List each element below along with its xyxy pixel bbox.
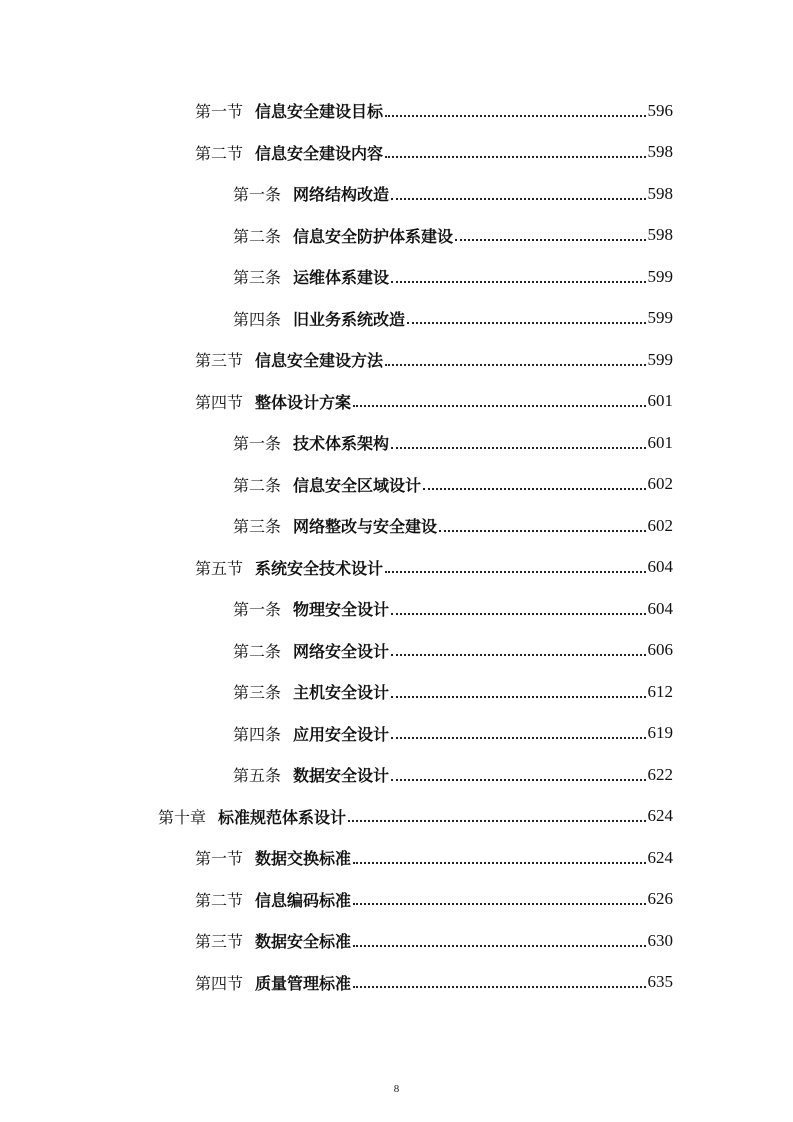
entry-label: 第二节 — [195, 143, 244, 163]
entry-title: 主机安全设计 — [293, 683, 390, 703]
entry-label: 第一节 — [195, 849, 244, 869]
toc-entry[interactable] — [0, 505, 793, 547]
dot-leader — [353, 405, 645, 407]
entry-title: 信息安全建设方法 — [255, 351, 384, 371]
toc-entry[interactable] — [0, 90, 793, 132]
toc-entry[interactable] — [0, 713, 793, 755]
entry-page-number: 602 — [647, 474, 673, 494]
toc-entry[interactable] — [0, 381, 793, 423]
toc-entry[interactable] — [0, 547, 793, 589]
entry-page-number: 601 — [647, 432, 673, 452]
entry-label: 第二条 — [233, 641, 282, 661]
dot-leader — [385, 115, 645, 117]
entry-label: 第四条 — [233, 309, 282, 329]
entry-title: 网络安全设计 — [293, 641, 390, 661]
entry-label: 第四节 — [195, 973, 244, 993]
toc-entry[interactable] — [0, 215, 793, 257]
dot-leader — [353, 986, 645, 988]
dot-leader — [348, 820, 645, 822]
entry-title: 数据交换标准 — [255, 849, 352, 869]
toc-entry[interactable] — [0, 256, 793, 298]
entry-title: 质量管理标准 — [255, 973, 352, 993]
entry-page-number: 622 — [647, 764, 673, 784]
entry-page-number: 604 — [647, 557, 673, 577]
dot-leader — [385, 156, 645, 158]
dot-leader — [353, 945, 645, 947]
entry-title: 信息安全区域设计 — [293, 475, 422, 495]
toc-entry[interactable] — [0, 339, 793, 381]
dot-leader — [391, 654, 645, 656]
entry-page-number: 626 — [647, 889, 673, 909]
entry-page-number: 598 — [647, 183, 673, 203]
dot-leader — [391, 198, 645, 200]
entry-label: 第三节 — [195, 932, 244, 952]
entry-label: 第二条 — [233, 475, 282, 495]
entry-title: 应用安全设计 — [293, 724, 390, 744]
entry-page-number: 612 — [647, 681, 673, 701]
toc-entry[interactable] — [0, 422, 793, 464]
toc-entry[interactable] — [0, 132, 793, 174]
toc-entry[interactable] — [0, 173, 793, 215]
entry-label: 第四条 — [233, 724, 282, 744]
dot-leader — [423, 488, 645, 490]
toc-entry[interactable] — [0, 837, 793, 879]
toc-entry[interactable] — [0, 588, 793, 630]
toc-entry[interactable] — [0, 754, 793, 796]
entry-title: 信息安全建设内容 — [255, 143, 384, 163]
dot-leader — [391, 613, 645, 615]
dot-leader — [391, 737, 645, 739]
entry-title: 整体设计方案 — [255, 392, 352, 412]
dot-leader — [353, 862, 645, 864]
entry-label: 第一条 — [233, 185, 282, 205]
entry-page-number: 635 — [647, 972, 673, 992]
entry-label: 第五节 — [195, 558, 244, 578]
entry-page-number: 630 — [647, 930, 673, 950]
dot-leader — [353, 903, 645, 905]
dot-leader — [391, 281, 645, 283]
entry-title: 系统安全技术设计 — [255, 558, 384, 578]
entry-label: 第十章 — [158, 807, 207, 827]
entry-label: 第三节 — [195, 351, 244, 371]
entry-page-number: 624 — [647, 806, 673, 826]
toc-entry[interactable] — [0, 920, 793, 962]
entry-title: 网络结构改造 — [293, 185, 390, 205]
entry-page-number: 619 — [647, 723, 673, 743]
dot-leader — [439, 530, 645, 532]
entry-title: 标准规范体系设计 — [218, 807, 347, 827]
entry-label: 第二条 — [233, 226, 282, 246]
toc-entry[interactable] — [0, 796, 793, 838]
entry-label: 第一节 — [195, 102, 244, 122]
entry-title: 运维体系建设 — [293, 268, 390, 288]
entry-title: 旧业务系统改造 — [293, 309, 406, 329]
entry-title: 信息安全防护体系建设 — [293, 226, 454, 246]
toc-entry[interactable] — [0, 671, 793, 713]
entry-label: 第三条 — [233, 268, 282, 288]
entry-title: 技术体系架构 — [293, 434, 390, 454]
entry-page-number: 598 — [647, 225, 673, 245]
entry-label: 第三条 — [233, 517, 282, 537]
entry-label: 第五条 — [233, 766, 282, 786]
toc-entry[interactable] — [0, 298, 793, 340]
entry-page-number: 599 — [647, 266, 673, 286]
dot-leader — [391, 447, 645, 449]
entry-title: 信息安全建设目标 — [255, 102, 384, 122]
entry-title: 物理安全设计 — [293, 600, 390, 620]
entry-page-number: 598 — [647, 142, 673, 162]
entry-page-number: 601 — [647, 391, 673, 411]
entry-title: 数据安全标准 — [255, 932, 352, 952]
entry-page-number: 599 — [647, 349, 673, 369]
entry-label: 第三条 — [233, 683, 282, 703]
dot-leader — [455, 239, 645, 241]
dot-leader — [391, 696, 645, 698]
entry-page-number: 624 — [647, 847, 673, 867]
entry-label: 第一条 — [233, 600, 282, 620]
toc-entry[interactable] — [0, 464, 793, 506]
entry-label: 第四节 — [195, 392, 244, 412]
entry-page-number: 604 — [647, 598, 673, 618]
toc-entry[interactable] — [0, 962, 793, 1004]
toc-entry[interactable] — [0, 879, 793, 921]
entry-title: 数据安全设计 — [293, 766, 390, 786]
entry-label: 第一条 — [233, 434, 282, 454]
toc-entry[interactable] — [0, 630, 793, 672]
dot-leader — [391, 779, 645, 781]
entry-page-number: 606 — [647, 640, 673, 660]
entry-title: 网络整改与安全建设 — [293, 517, 438, 537]
dot-leader — [407, 322, 645, 324]
dot-leader — [385, 571, 645, 573]
entry-page-number: 596 — [647, 100, 673, 120]
dot-leader — [385, 364, 645, 366]
entry-page-number: 602 — [647, 515, 673, 535]
entry-title: 信息编码标准 — [255, 890, 352, 910]
page-number: 8 — [393, 1083, 400, 1095]
entry-page-number: 599 — [647, 308, 673, 328]
table-of-contents — [0, 90, 793, 1003]
entry-label: 第二节 — [195, 890, 244, 910]
